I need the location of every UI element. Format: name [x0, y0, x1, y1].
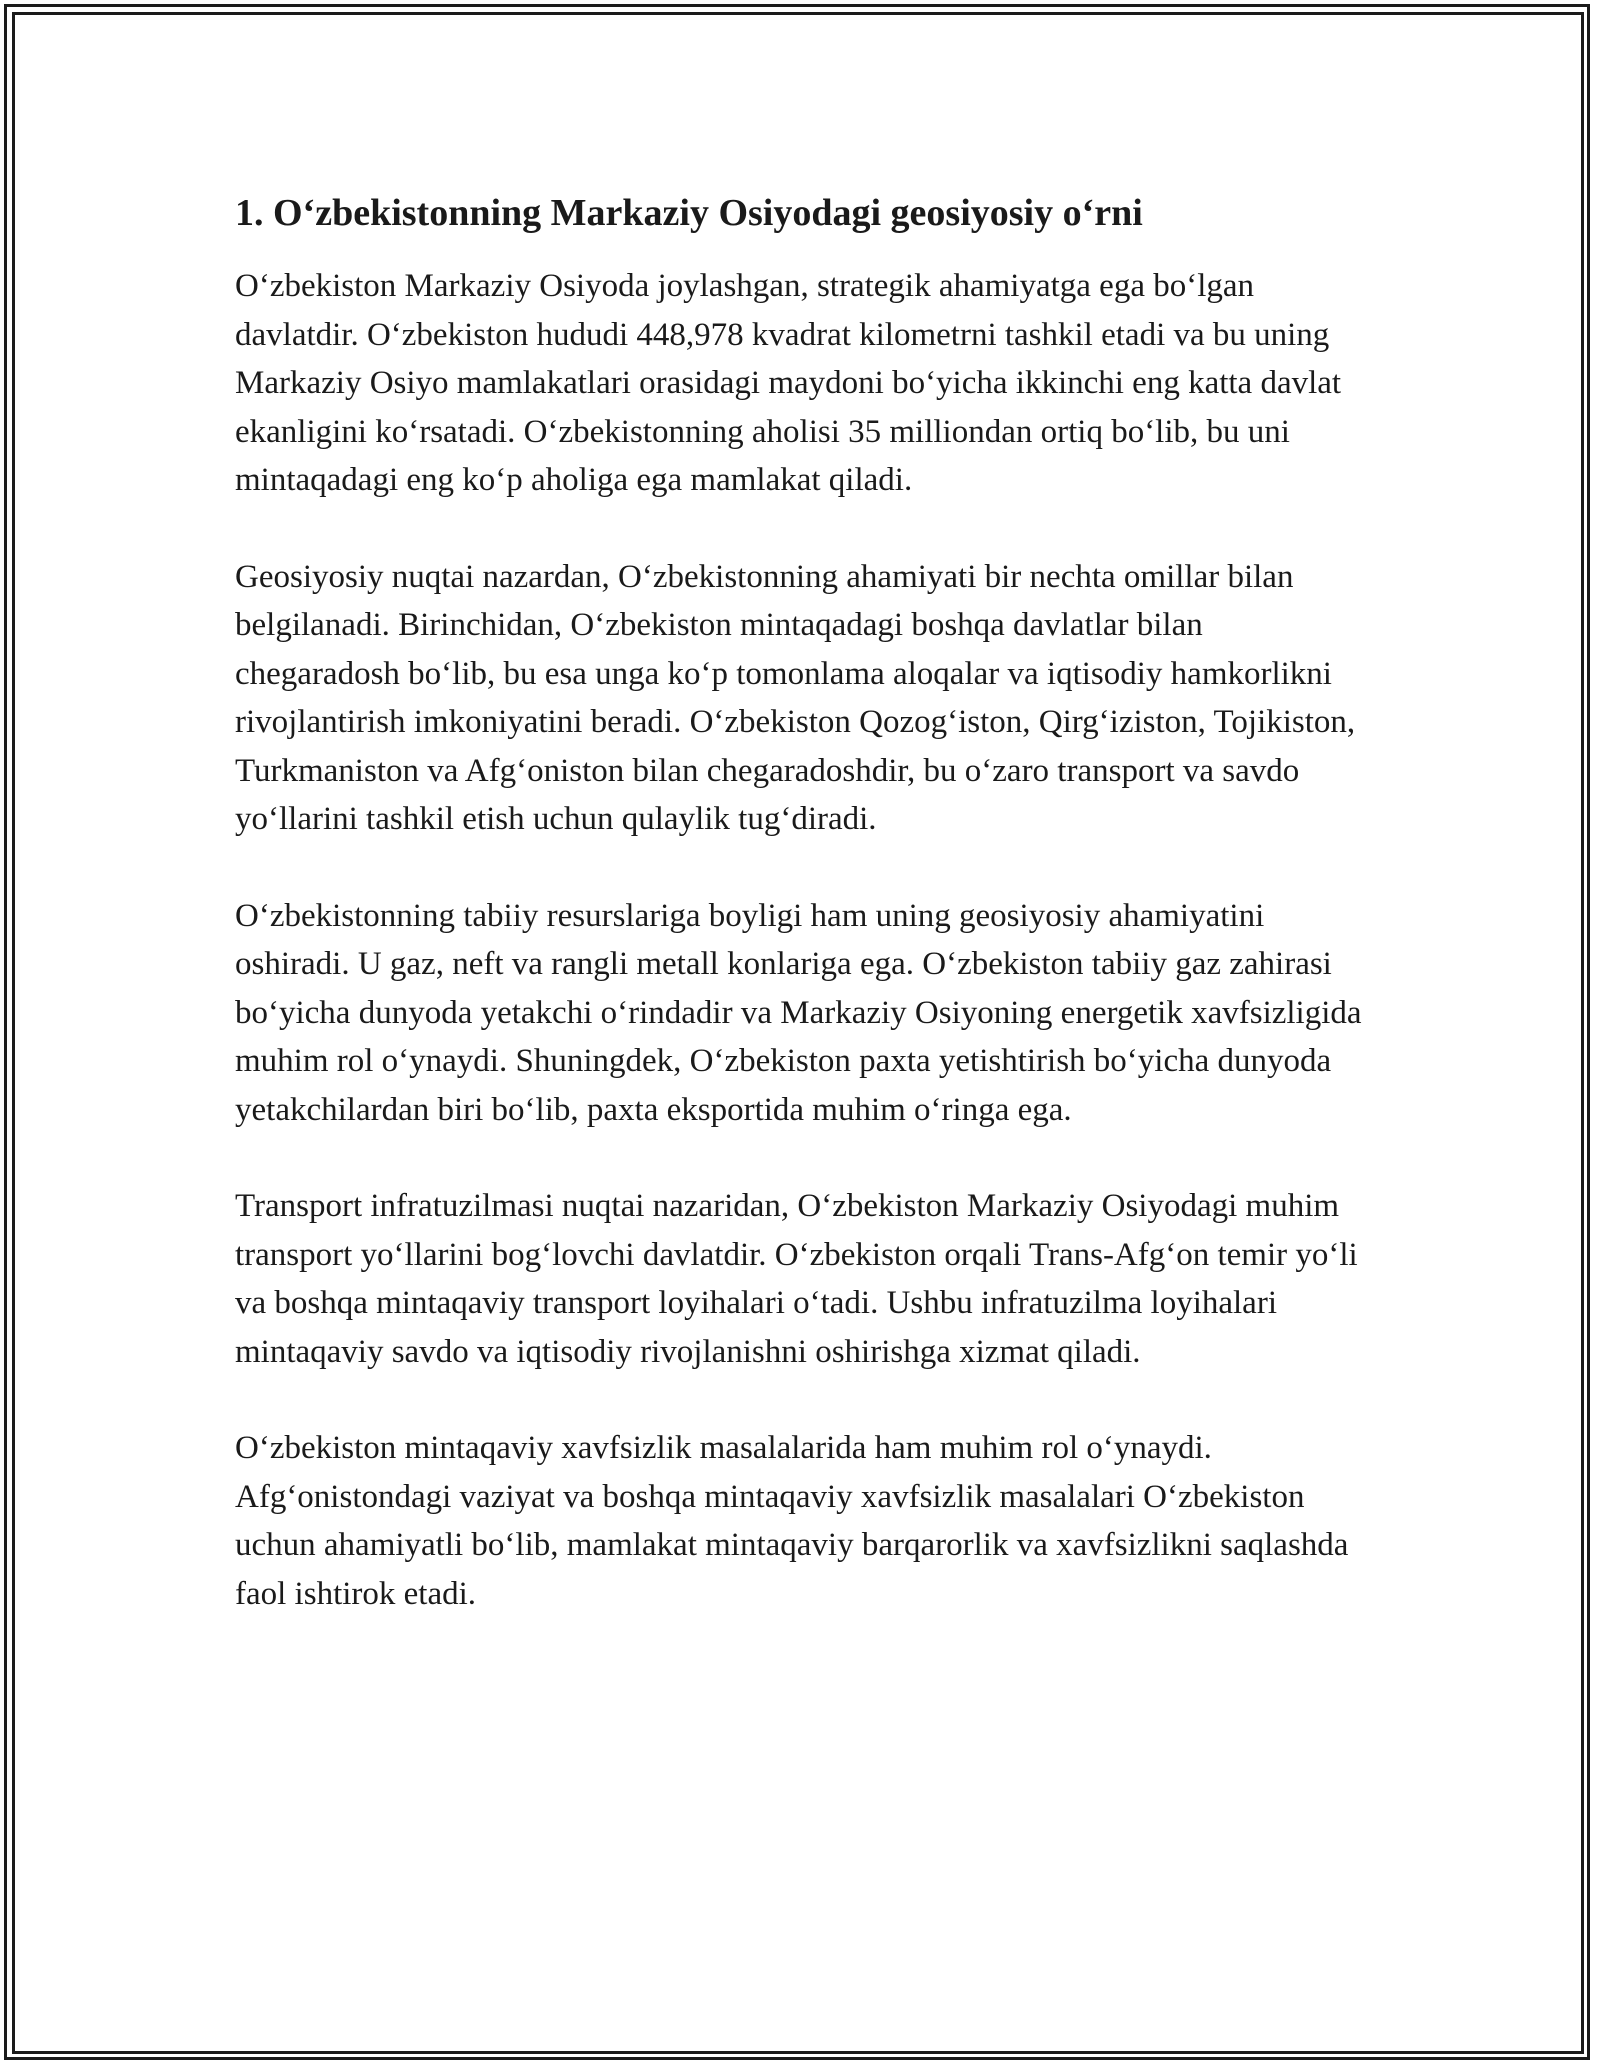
section-title: 1. O‘zbekistonning Markaziy Osiyodagi geosiyosiy o‘rni: [235, 192, 1143, 234]
paragraph-natural-resources: O‘zbekistonning tabiiy resurslariga boyligi ham uning geosiyosiy ahamiyatini oshiradi. U gaz, neft va rangli metall konlariga ega. O‘zbekiston tabiiy gaz zahirasi bo‘yicha dunyoda yetakchi o‘rindadir va Markaziy Osiyoning energetik xavfsizligida muhim rol o‘ynaydi. Shuningdek, O‘zbekiston paxta yetishtirish bo‘yicha dunyoda yetakchilardan biri bo‘lib, paxta eksportida muhim o‘ringa ega.: [235, 897, 1362, 1128]
paragraph-intro: O‘zbekiston Markaziy Osiyoda joylashgan, strategik ahamiyatga ega bo‘lgan davlatdir. O‘zbekiston hududi 448,978 kvadrat kilometrni tashkil etadi va bu uning Markaziy Osiyo mamlakatlari orasidagi maydoni bo‘yicha ikkinchi eng katta davlat ekanligini ko‘rsatadi. O‘zbekistonning aholisi 35 milliondan ortiq bo‘lib, bu uni mintaqadagi eng ko‘p aholiga ega mamlakat qiladi.: [235, 268, 1342, 498]
paragraph-transport: Transport infratuzilmasi nuqtai nazaridan, O‘zbekiston Markaziy Osiyodagi muhim transport yo‘llarini bog‘lovchi davlatdir. O‘zbekiston orqali Trans-Afg‘on temir yo‘li va boshqa mintaqaviy transport loyihalari o‘tadi. Ushbu infratuzilma loyihalari mintaqaviy savdo va iqtisodiy rivojlanishni oshirishga xizmat qiladi.: [235, 1188, 1358, 1370]
paragraph-security: O‘zbekiston mintaqaviy xavfsizlik masalalarida ham muhim rol o‘ynaydi. Afg‘onistondagi vaziyat va boshqa mintaqaviy xavfsizlik masalalari O‘zbekiston uchun ahamiyatli bo‘lib, mamlakat mintaqaviy barqarorlik va xavfsizlikni saqlashda faol ishtirok etadi.: [235, 1430, 1349, 1612]
document-body: [235, 186, 1370, 1666]
paragraph-geopolitics: Geosiyosiy nuqtai nazardan, O‘zbekistonning ahamiyati bir nechta omillar bilan belgilanadi. Birinchidan, O‘zbekiston mintaqadagi boshqa davlatlar bilan chegaradosh bo‘lib, bu esa unga ko‘p tomonlama aloqalar va iqtisodiy hamkorlikni rivojlantirish imkoniyatini beradi. O‘zbekiston Qozog‘iston, Qirg‘iziston, Tojikiston, Turkmaniston va Afg‘oniston bilan chegaradoshdir, bu o‘zaro transport va savdo yo‘llarini tashkil etish uchun qulaylik tug‘diradi.: [235, 558, 1356, 837]
